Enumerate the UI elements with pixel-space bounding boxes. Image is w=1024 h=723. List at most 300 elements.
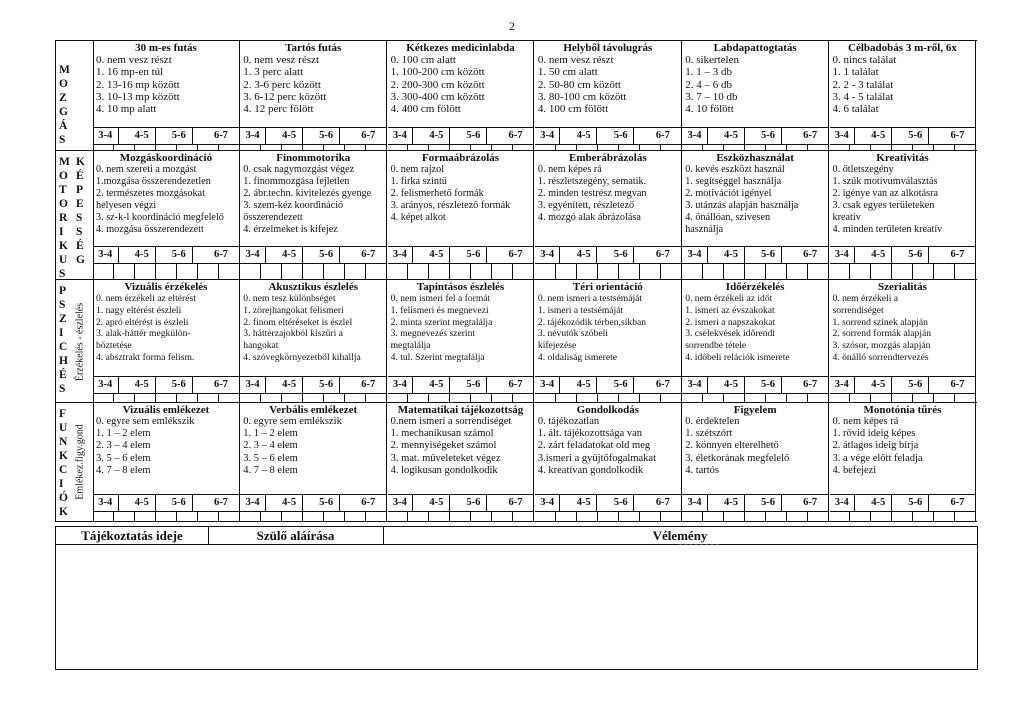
criterion-level: 2. 4 – 6 db <box>685 78 732 91</box>
criterion-level: 3. 5 – 6 elem <box>243 452 298 464</box>
section-pszichés-erzekeles <box>55 279 977 403</box>
criterion-level: böztetése <box>96 340 132 352</box>
age-scale-label: 5-6 <box>166 128 193 144</box>
age-scale-label: 3-4 <box>535 128 561 144</box>
age-scale-label: 3-4 <box>535 377 561 393</box>
criterion-level: 3. alak-háttér megkülön- <box>96 328 191 340</box>
age-scale-label: 6-7 <box>213 379 228 390</box>
criterion-level: 0. kevés eszközt használ <box>685 164 785 175</box>
rating-box[interactable] <box>830 263 976 280</box>
age-scale-label: 4-5 <box>129 247 156 263</box>
age-scale-label: 6-7 <box>950 249 965 260</box>
criterion-0-1 <box>240 41 387 151</box>
rating-boxes <box>388 263 534 280</box>
criterion-level: 2. mennyiségeket számol <box>390 440 497 452</box>
criterion-level: 4. mozgása összerendezett <box>96 224 204 235</box>
rating-box[interactable] <box>93 511 239 521</box>
age-scale-label: 4-5 <box>276 495 303 511</box>
rating-boxes <box>93 511 239 521</box>
section-side-label <box>56 41 94 151</box>
criterion-0-3 <box>535 41 682 151</box>
criterion-title: Téri orientáció <box>572 281 643 293</box>
criterion-3-3 <box>535 403 682 521</box>
criterion-level: 0. nem vesz részt <box>96 54 172 66</box>
age-scale <box>240 246 386 264</box>
age-scale-label: 5-6 <box>313 247 340 263</box>
age-scale-label: 6-7 <box>213 497 228 508</box>
criterion-level: 0. egyre sem emlékszik <box>96 416 195 427</box>
age-scale-label: 4-5 <box>424 247 451 263</box>
criterion-level: 2. 200-300 cm között <box>390 78 485 91</box>
criterion-level: 2. apró eltérést is észleli <box>96 316 189 328</box>
criterion-1-0 <box>93 151 240 280</box>
criterion-level: 2. sorrend formák alapján <box>832 328 932 340</box>
criterion-level: 0. érdektelen <box>685 416 740 427</box>
parent-signature-header: Szülő aláírása <box>256 528 335 543</box>
age-scale-label: 5-6 <box>608 128 635 144</box>
rating-box[interactable] <box>682 511 828 521</box>
criterion-2-5 <box>830 280 977 403</box>
criterion-level: 2. 3 – 4 elem <box>243 440 298 452</box>
criterion-level: 0. 100 cm alatt <box>390 54 456 66</box>
age-scale-label: 6-7 <box>803 379 818 390</box>
criterion-level: 1. firka szintű <box>390 176 447 187</box>
criterion-1-4 <box>682 151 829 280</box>
age-scale-label: 6-7 <box>803 249 818 260</box>
side-rotated-label: Emlékez.figy.gond <box>74 424 86 500</box>
criterion-level: 0. nincs találat <box>832 54 897 66</box>
age-scale-label: 3-4 <box>240 128 266 144</box>
age-scale-label: 4-5 <box>571 377 598 393</box>
age-scale <box>535 376 681 394</box>
criterion-level: 1. finommozgása fejletlen <box>243 176 350 187</box>
criterion-level: 1. ált. tájékozottsága van <box>537 428 642 440</box>
criterion-level: 3. névutók szóbeli <box>537 328 608 340</box>
age-scale-label: 5-6 <box>608 495 635 511</box>
age-scale-label: 6-7 <box>361 249 376 260</box>
age-scale-label: 6-7 <box>655 249 670 260</box>
rating-boxes <box>682 511 828 521</box>
criterion-2-1 <box>240 280 387 403</box>
criterion-level: 1. szétszórt <box>685 428 733 440</box>
age-scale-label: 5-6 <box>313 128 340 144</box>
criterion-2-3 <box>535 280 682 403</box>
age-scale-label: 3-4 <box>830 247 856 263</box>
criterion-level: 2. minden testrész megvan <box>537 188 647 199</box>
age-scale <box>93 376 239 394</box>
age-scale-label: 4-5 <box>718 247 745 263</box>
age-scale <box>535 127 681 145</box>
age-scale <box>830 494 976 512</box>
age-scale-label: 6-7 <box>803 497 818 508</box>
age-scale-label: 3-4 <box>240 495 266 511</box>
criterion-level: 2. igénye van az alkotásra <box>832 188 939 199</box>
age-scale <box>388 494 534 512</box>
age-scale-label: 5-6 <box>461 377 488 393</box>
criterion-level: 2. 2 - 3 találat <box>832 78 894 91</box>
criterion-level: 0. nem ismeri fel a formát <box>390 293 491 304</box>
criterion-1-2 <box>388 151 535 280</box>
criterion-2-0 <box>93 280 240 403</box>
side-letters: P S Z I C H É S <box>59 285 68 395</box>
age-scale <box>830 127 976 145</box>
age-scale <box>240 127 386 145</box>
age-scale-label: 4-5 <box>866 377 893 393</box>
criterion-level: 2. ábr.techn. kivitelezés gyenge <box>243 188 372 199</box>
page-number: 2 <box>509 19 515 33</box>
age-scale-label: 5-6 <box>461 128 488 144</box>
rating-box[interactable] <box>240 511 386 521</box>
rating-box[interactable] <box>93 263 239 280</box>
criterion-level: helyesen végzi <box>96 200 157 211</box>
age-scale-label: 6-7 <box>361 379 376 390</box>
criterion-3-5 <box>830 403 977 521</box>
age-scale-label: 4-5 <box>571 247 598 263</box>
criterion-level: kreatív <box>832 212 861 223</box>
criterion-level: 1. zörejhangokat felismeri <box>243 304 344 316</box>
criterion-3-1 <box>240 403 387 521</box>
age-scale-label: 6-7 <box>508 379 523 390</box>
criterion-level: 4. érzelmeket is kifejez <box>243 224 338 235</box>
criterion-level: 2. tájékozódik térben,síkban <box>537 316 647 328</box>
age-scale-label: 5-6 <box>608 247 635 263</box>
age-scale-label: 6-7 <box>655 379 670 390</box>
age-scale-label: 3-4 <box>830 377 856 393</box>
criterion-level: 2. zárt feladatokat old meg <box>537 440 651 452</box>
criterion-title: Helyből távolugrás <box>563 42 653 54</box>
criterion-level: 3.ismeri a gyűjtőfogalmakat <box>537 452 656 464</box>
age-scale-label: 5-6 <box>755 377 782 393</box>
age-scale <box>830 376 976 394</box>
criterion-title: Tapintásos észlelés <box>416 281 505 293</box>
age-scale-label: 3-4 <box>682 128 708 144</box>
criterion-level: 3. 5 – 6 elem <box>96 452 151 464</box>
criterion-level: használja <box>685 224 724 235</box>
criterion-level: 3. háttérzajokból kiszűri a <box>243 328 343 340</box>
rating-box[interactable] <box>240 263 386 280</box>
criterion-1-3 <box>535 151 682 280</box>
criterion-title: Célbadobás 3 m-ről, 6x <box>848 42 957 54</box>
rating-box[interactable] <box>535 511 681 521</box>
side-rotated-label: Érzékelés - észlelés <box>74 302 86 381</box>
rating-boxes <box>93 263 239 280</box>
side-letters: M O Z G Á S <box>59 64 70 146</box>
rating-boxes <box>240 511 386 521</box>
age-scale-label: 4-5 <box>424 495 451 511</box>
criterion-1-1 <box>240 151 387 280</box>
age-scale-label: 6-7 <box>213 130 228 141</box>
criterion-level: sorrendiséget <box>832 304 884 316</box>
rating-boxes <box>240 263 386 280</box>
age-scale-label: 3-4 <box>682 495 708 511</box>
rating-boxes <box>388 511 534 521</box>
underline-mark <box>679 544 719 545</box>
criterion-level: 1. sorrend színek alapján <box>832 316 928 328</box>
age-scale-label: 5-6 <box>903 495 930 511</box>
age-scale-label: 3-4 <box>535 247 561 263</box>
criterion-level: 0. nem érzékeli az időt <box>685 293 773 304</box>
section-mozgas <box>55 40 977 151</box>
age-scale <box>682 127 828 145</box>
criterion-level: megtalálja <box>390 340 431 352</box>
criterion-2-4 <box>682 280 829 403</box>
criterion-level: 0. nem ismeri a testsémáját <box>537 293 643 304</box>
criterion-level: 2. könnyen elterelhető <box>685 440 779 452</box>
criterion-level: 3. 300-400 cm között <box>390 90 485 103</box>
criterion-title: Labdapattogtatás <box>713 42 797 54</box>
criterion-level: 0. nem szereti a mozgást <box>96 164 197 175</box>
criterion-level: 4. 7 – 8 elem <box>243 464 298 476</box>
age-scale <box>93 494 239 512</box>
criterion-0-2 <box>388 41 535 151</box>
criterion-level: 2. minta szerint megtalálja <box>390 316 493 328</box>
criterion-level: 4. 7 – 8 elem <box>96 464 151 476</box>
age-scale-label: 4-5 <box>276 128 303 144</box>
criterion-level: 1.mozgása összerendezetlen <box>96 176 211 187</box>
criterion-level: 1. 1 – 2 elem <box>96 428 151 440</box>
age-scale-label: 6-7 <box>655 497 670 508</box>
rating-boxes <box>830 511 976 521</box>
criterion-level: 4. 10 fölött <box>685 103 734 116</box>
age-scale-label: 3-4 <box>240 377 266 393</box>
age-scale-label: 4-5 <box>424 128 451 144</box>
age-scale-label: 6-7 <box>508 249 523 260</box>
section-motoros <box>55 150 977 280</box>
criterion-level: 1. 1 – 3 db <box>685 66 732 79</box>
criterion-level: 4. 12 perc fölött <box>243 103 314 116</box>
age-scale-label: 4-5 <box>129 495 156 511</box>
criterion-level: 4. mozgó alak ábrázolása <box>537 212 641 223</box>
age-scale-label: 5-6 <box>461 495 488 511</box>
criterion-level: összerendezett <box>243 212 303 223</box>
criterion-level: 3. arányos, részletező formák <box>390 200 511 211</box>
age-scale-label: 3-4 <box>388 495 414 511</box>
age-scale-label: 4-5 <box>276 247 303 263</box>
criterion-level: 1. ismeri az évszakokat <box>685 304 775 316</box>
age-scale <box>388 376 534 394</box>
criterion-level: 3. utánzás alapján használja <box>685 200 799 211</box>
criterion-title: Formaábrázolás <box>422 152 500 164</box>
age-scale-label: 5-6 <box>313 495 340 511</box>
rating-box[interactable] <box>830 511 976 521</box>
criterion-level: 2. felismerhető formák <box>390 188 484 199</box>
criterion-level: sorrendbe tétele <box>685 340 747 352</box>
opinion-header: Vélemény <box>652 528 708 543</box>
criterion-title: Mozgáskoordináció <box>119 152 213 164</box>
criterion-level: 0. nem képes rá <box>832 416 899 427</box>
criterion-level: 4. kreatívan gondolkodik <box>537 464 644 476</box>
age-scale <box>535 494 681 512</box>
criterion-0-0 <box>93 41 240 151</box>
criterion-title: Kreativitás <box>876 152 929 164</box>
criterion-level: 2. természetes mozgásokat <box>96 188 205 199</box>
age-scale-label: 3-4 <box>93 128 119 144</box>
age-scale <box>682 376 828 394</box>
criterion-level: 3. 80-100 cm között <box>537 90 627 103</box>
age-scale-label: 5-6 <box>166 377 193 393</box>
age-scale-label: 4-5 <box>866 247 893 263</box>
rating-boxes <box>830 263 976 280</box>
criterion-title: Időérzékelés <box>725 281 785 293</box>
age-scale-label: 4-5 <box>571 128 598 144</box>
criterion-0-4 <box>682 41 829 151</box>
age-scale-label: 6-7 <box>508 497 523 508</box>
info-date-header: Tájékoztatás ideje <box>81 528 183 543</box>
age-scale-label: 3-4 <box>682 377 708 393</box>
criterion-title: Vizuális érzékelés <box>124 281 208 293</box>
age-scale-label: 6-7 <box>361 497 376 508</box>
age-scale-label: 3-4 <box>388 377 414 393</box>
criterion-level: 4. oldaliság ismerete <box>537 351 618 363</box>
criterion-level: 4. minden területen kreatív <box>832 224 943 235</box>
criterion-2-2 <box>388 280 535 403</box>
criterion-level: 1. mechanikusan számol <box>390 428 494 440</box>
criterion-level: 0. egyre sem emlékszik <box>243 416 342 427</box>
criterion-level: 1. felismeri és megnevezi <box>390 304 489 316</box>
criterion-level: 4. 6 találat <box>832 103 879 116</box>
age-scale <box>535 246 681 264</box>
age-scale <box>682 494 828 512</box>
age-scale-label: 4-5 <box>571 495 598 511</box>
side-letters: M O T O R I K U S <box>59 156 70 280</box>
section-side-label <box>56 280 94 403</box>
age-scale <box>93 127 239 145</box>
rating-box[interactable] <box>682 263 828 280</box>
criterion-level: 4. időbeli relációk ismerete <box>685 351 790 363</box>
age-scale-label: 3-4 <box>535 495 561 511</box>
criterion-level: 1. 1 – 2 elem <box>243 428 298 440</box>
criterion-level: 4. tul. Szerint megtalálja <box>390 351 485 363</box>
criterion-title: Emberábrázolás <box>569 152 647 164</box>
criterion-level: 3. 4 - 5 találat <box>832 90 894 103</box>
criterion-0-5 <box>830 41 977 151</box>
side-letters: F U N K C I Ó K <box>59 408 68 518</box>
criterion-level: 3. egyénített, részletező <box>537 200 635 211</box>
age-scale-label: 5-6 <box>166 247 193 263</box>
age-scale-label: 4-5 <box>718 377 745 393</box>
age-scale-label: 3-4 <box>830 128 856 144</box>
criterion-level: 1. szűk motívumválasztás <box>832 176 938 187</box>
criterion-level: 4. képet alkot <box>390 212 446 223</box>
criterion-level: 2. átlagos ideig bírja <box>832 440 919 452</box>
age-scale-label: 3-4 <box>93 495 119 511</box>
criterion-level: 1. részletszegény, sematik. <box>537 176 647 187</box>
criterion-1-5 <box>830 151 977 280</box>
criterion-title: Gondolkodás <box>576 404 640 416</box>
age-scale-label: 4-5 <box>276 377 303 393</box>
age-scale <box>240 494 386 512</box>
criterion-level: 0. sikertelen <box>685 54 739 66</box>
age-scale-label: 5-6 <box>755 247 782 263</box>
age-scale-label: 6-7 <box>361 130 376 141</box>
criterion-level: 3. 6-12 perc között <box>243 90 327 103</box>
criterion-level: 0. nem képes rá <box>537 164 602 175</box>
age-scale-label: 6-7 <box>950 497 965 508</box>
rating-boxes <box>682 263 828 280</box>
criterion-level: 1. segítséggel használja <box>685 176 782 187</box>
criterion-level: 1. 100-200 cm között <box>390 66 485 79</box>
criterion-level: 3. életkorának megfelelő <box>685 452 790 464</box>
age-scale-label: 5-6 <box>166 495 193 511</box>
criterion-3-0 <box>93 403 240 521</box>
age-scale-label: 5-6 <box>461 247 488 263</box>
criterion-level: 3. a vége előtt feladja <box>832 452 923 464</box>
age-scale-label: 6-7 <box>655 130 670 141</box>
criterion-title: Eszközhasználat <box>716 152 794 164</box>
criterion-level: 4. 400 cm fölött <box>390 103 461 116</box>
age-scale-label: 5-6 <box>755 495 782 511</box>
criterion-level: 3. megnevezés szerint <box>390 328 476 340</box>
rating-box[interactable] <box>388 263 534 280</box>
rating-box[interactable] <box>388 511 534 521</box>
criterion-level: 0. nem rajzol <box>390 164 445 175</box>
age-scale-label: 3-4 <box>830 495 856 511</box>
criterion-level: 3. cselekvések időrendi <box>685 328 775 340</box>
age-scale-label: 5-6 <box>608 377 635 393</box>
criterion-title: Finommotorika <box>276 152 351 164</box>
age-scale-label: 5-6 <box>903 128 930 144</box>
criterion-level: 1. nagy eltérést észleli <box>96 304 182 316</box>
age-scale-label: 3-4 <box>682 247 708 263</box>
rating-boxes <box>535 511 681 521</box>
criterion-title: Szerialitás <box>878 281 927 293</box>
age-scale <box>388 246 534 264</box>
criterion-level: 4. tartós <box>685 464 720 476</box>
criterion-level: 3. sz-k-l koordináció megfelelő <box>96 212 224 223</box>
criterion-level: 1. 16 mp-en túl <box>96 66 164 79</box>
criterion-level: 0.nem ismeri a sorrendiséget <box>390 416 512 427</box>
criterion-level: 3. 10-13 mp között <box>96 90 180 103</box>
criterion-level: 4. absztrakt forma felism. <box>96 351 195 363</box>
age-scale-label: 4-5 <box>129 377 156 393</box>
criterion-level: 1. 3 perc alatt <box>243 66 304 79</box>
criterion-level: 3. csak egyes területeken <box>832 200 935 211</box>
criterion-level: 2. ismeri a napszakokat <box>685 316 776 328</box>
criterion-level: 3. szósor, mozgás alapján <box>832 340 931 352</box>
age-scale-label: 4-5 <box>866 128 893 144</box>
age-scale-label: 6-7 <box>950 379 965 390</box>
criterion-level: 4. szóvegkörnyezetből kihallja <box>243 351 361 363</box>
criterion-level: kifejezése <box>537 340 577 352</box>
criterion-level: hangokat <box>243 340 279 352</box>
rating-box[interactable] <box>535 263 681 280</box>
age-scale-label: 3-4 <box>93 377 119 393</box>
criterion-level: 1. 50 cm alatt <box>537 66 598 79</box>
age-scale <box>830 246 976 264</box>
criterion-title: Tartós futás <box>285 42 342 54</box>
age-scale-label: 4-5 <box>718 495 745 511</box>
criterion-level: 2. 13-16 mp között <box>96 78 180 91</box>
criterion-title: Figyelem <box>733 404 777 416</box>
age-scale-label: 6-7 <box>213 249 228 260</box>
criterion-level: 0. nem vesz részt <box>243 54 320 66</box>
criterion-level: 2. 50-80 cm között <box>537 78 621 91</box>
age-scale-label: 3-4 <box>240 247 266 263</box>
criterion-title: Matematikai tájékozottság <box>397 404 524 416</box>
age-scale-label: 4-5 <box>866 495 893 511</box>
age-scale-label: 3-4 <box>388 128 414 144</box>
criterion-level: 2. 3-6 perc között <box>243 78 321 91</box>
criterion-level: 0. nem érzékeli a <box>832 293 899 304</box>
criterion-title: Monotónia tűrés <box>863 404 942 416</box>
criterion-level: 3. szem-kéz koordináció <box>243 200 344 211</box>
criterion-level: 4. 10 mp alatt <box>96 103 157 116</box>
age-scale-label: 6-7 <box>803 130 818 141</box>
criterion-level: 1. 1 találat <box>832 66 879 79</box>
age-scale-label: 5-6 <box>903 377 930 393</box>
criterion-title: 30 m-es futás <box>135 42 197 54</box>
age-scale-label: 3-4 <box>388 247 414 263</box>
